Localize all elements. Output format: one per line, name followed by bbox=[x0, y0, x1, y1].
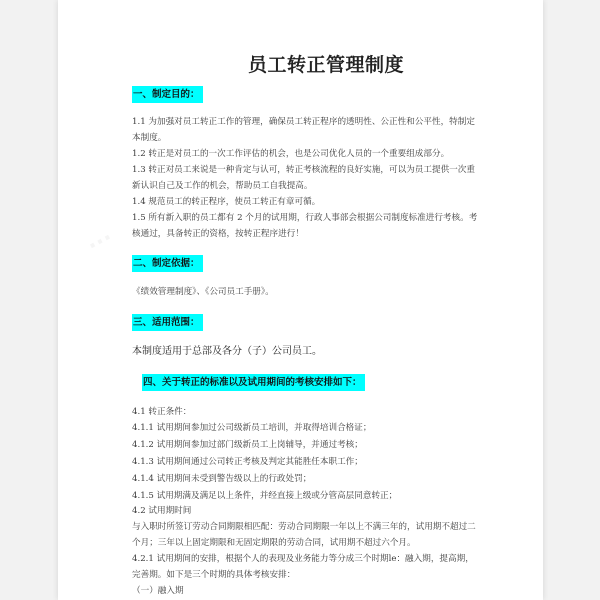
paragraph-line: 4.1 转正条件： bbox=[132, 407, 192, 417]
watermark bbox=[84, 226, 118, 260]
paragraph-line: 与入职时所签订劳动合同期限相匹配：劳动合同期限一年以上不满三年的，试用期不超过二 bbox=[132, 522, 476, 532]
paragraph-line: 本制度。 bbox=[132, 133, 167, 143]
paragraph-line: 4.1.2 试用期间参加过部门级新员工上岗辅导，并通过考核； bbox=[132, 440, 363, 450]
paragraph-line: 1.1 为加强对员工转正工作的管理，确保员工转正程序的透明性、公正性和公平性，特制定 bbox=[132, 117, 475, 127]
paragraph-line: 4.2 试用期时间 bbox=[132, 506, 192, 516]
section-heading-basis: 二、制定依据： bbox=[132, 255, 203, 272]
paragraph-line: 4.1.5 试用期满及满足以上条件，并经直接上级或分管高层同意转正； bbox=[132, 491, 398, 501]
paragraph-line: 4.2.1 试用期间的安排，根据个人的表现及业务能力等分成三个时期le：融入期，提高期， bbox=[132, 554, 474, 564]
paragraph-line: 4.1.1 试用期间参加过公司级新员工培训，并取得培训合格证； bbox=[132, 423, 372, 433]
section-heading-scope: 三、适用范围： bbox=[132, 314, 203, 331]
paragraph-line: 1.4 规范员工的转正程序，使员工转正有章可循。 bbox=[132, 197, 321, 207]
paragraph-line: 4.1.4 试用期间未受到警告级以上的行政处罚； bbox=[132, 474, 312, 484]
paragraph-line: 《绩效管理制度》、《公司员工手册》。 bbox=[132, 287, 274, 297]
paragraph-line: 新认识自己及工作的机会，帮助员工自我提高。 bbox=[132, 181, 313, 191]
section-heading-purpose: 一、制定目的： bbox=[132, 86, 203, 103]
paragraph-line: （一）融入期 bbox=[132, 586, 184, 596]
paragraph-line: 1.2 转正是对员工的一次工作评估的机会，也是公司优化人员的一个重要组成部分。 bbox=[132, 149, 450, 159]
paragraph-line: 本制度适用于总部及各分（子）公司员工。 bbox=[132, 346, 322, 357]
paragraph-line: 1.5 所有新入职的员工都有 2 个月的试用期，行政人事部会根据公司制度标准进行考核。考 bbox=[132, 213, 478, 223]
document-page bbox=[58, 0, 543, 600]
section-heading-standards: 四、关于转正的标准以及试用期间的考核安排如下： bbox=[142, 374, 365, 391]
document-title: 员工转正管理制度 bbox=[247, 54, 404, 76]
paragraph-line: 核通过，具备转正的资格，按转正程序进行！ bbox=[132, 229, 304, 239]
paragraph-line: 4.1.3 试用期间通过公司转正考核及判定其能胜任本职工作； bbox=[132, 457, 363, 467]
paragraph-line: 个月；三年以上固定期限和无固定期限的劳动合同，试用期不超过六个月。 bbox=[132, 538, 416, 548]
paragraph-line: 完善期。如下是三个时期的具体考核安排： bbox=[132, 570, 296, 580]
paragraph-line: 1.3 转正对员工来说是一种肯定与认可，转正考核流程的良好实施，可以为员工提供一次重 bbox=[132, 165, 475, 175]
